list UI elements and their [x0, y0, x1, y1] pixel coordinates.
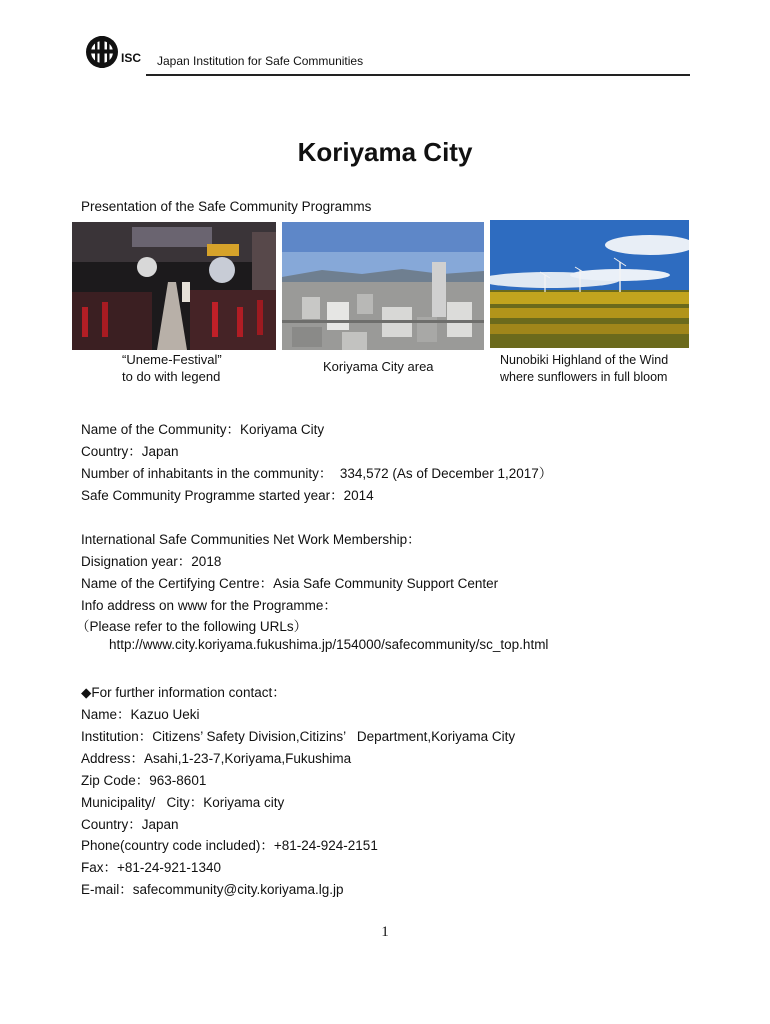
contact-phone-line: Phone(country code included)：+81-24-924-2151 [81, 838, 378, 853]
city-area-photo [282, 222, 484, 350]
sunflower-field-photo [490, 220, 689, 348]
caption-line: to do with legend [122, 369, 221, 384]
festival-caption [122, 351, 222, 385]
contact-municipality-line: Municipality/ City：Koriyama city [81, 795, 285, 810]
jisc-logo [84, 34, 146, 70]
city-area-caption [323, 358, 434, 375]
community-name-line: Name of the Community：Koriyama City [81, 422, 325, 437]
sunflower-caption [500, 352, 668, 386]
caption-line: Koriyama City area [323, 359, 434, 374]
header-divider [146, 74, 690, 76]
country-line: Country：Japan [81, 444, 179, 459]
program-start-line: Safe Community Programme started year：2014 [81, 488, 374, 503]
contact-address-line: Address：Asahi,1-23-7,Koriyama,Fukushima [81, 751, 352, 766]
caption-line: Nunobiki Highland of the Wind [500, 353, 669, 367]
page-number: 1 [381, 924, 389, 940]
contact-zip-line: Zip Code：963-8601 [81, 773, 207, 788]
organization-name: Japan Institution for Safe Communities [157, 54, 364, 68]
caption-line: where sunflowers in full bloom [500, 370, 668, 384]
caption-line: “Uneme-Festival” [122, 352, 222, 367]
contact-heading: ◆For further information contact： [81, 685, 286, 700]
contact-name-line: Name：Kazuo Ueki [81, 707, 200, 722]
designation-year-line: Disignation year：2018 [81, 554, 222, 569]
refer-urls-line: （Please refer to the following URLs） [76, 619, 308, 634]
info-address-line: Info address on www for the Programme： [81, 598, 337, 613]
logo-text: ISC [121, 51, 142, 65]
page-subtitle: Presentation of the Safe Community Programms [81, 199, 372, 214]
membership-heading: International Safe Communities Net Work Membership： [81, 532, 421, 547]
document-header [84, 34, 690, 76]
program-url-link[interactable]: http://www.city.koriyama.fukushima.jp/154000/safecommunity/sc_top.html [109, 637, 549, 652]
page-title: Koriyama City [297, 137, 473, 167]
inhabitants-line: Number of inhabitants in the community： 334,572 (As of December 1,2017） [81, 466, 553, 481]
certifying-centre-line: Name of the Certifying Centre：Asia Safe Community Support Center [81, 576, 499, 591]
contact-fax-line: Fax：+81-24-921-1340 [81, 860, 221, 875]
contact-institution-line: Institution：Citizens’ Safety Division,Citizins’ Department,Koriyama City [81, 729, 516, 744]
contact-email-line[interactable]: E-mail：safecommunity@city.koriyama.lg.jp [81, 882, 344, 897]
festival-photo [72, 222, 276, 350]
contact-country-line: Country：Japan [81, 817, 179, 832]
